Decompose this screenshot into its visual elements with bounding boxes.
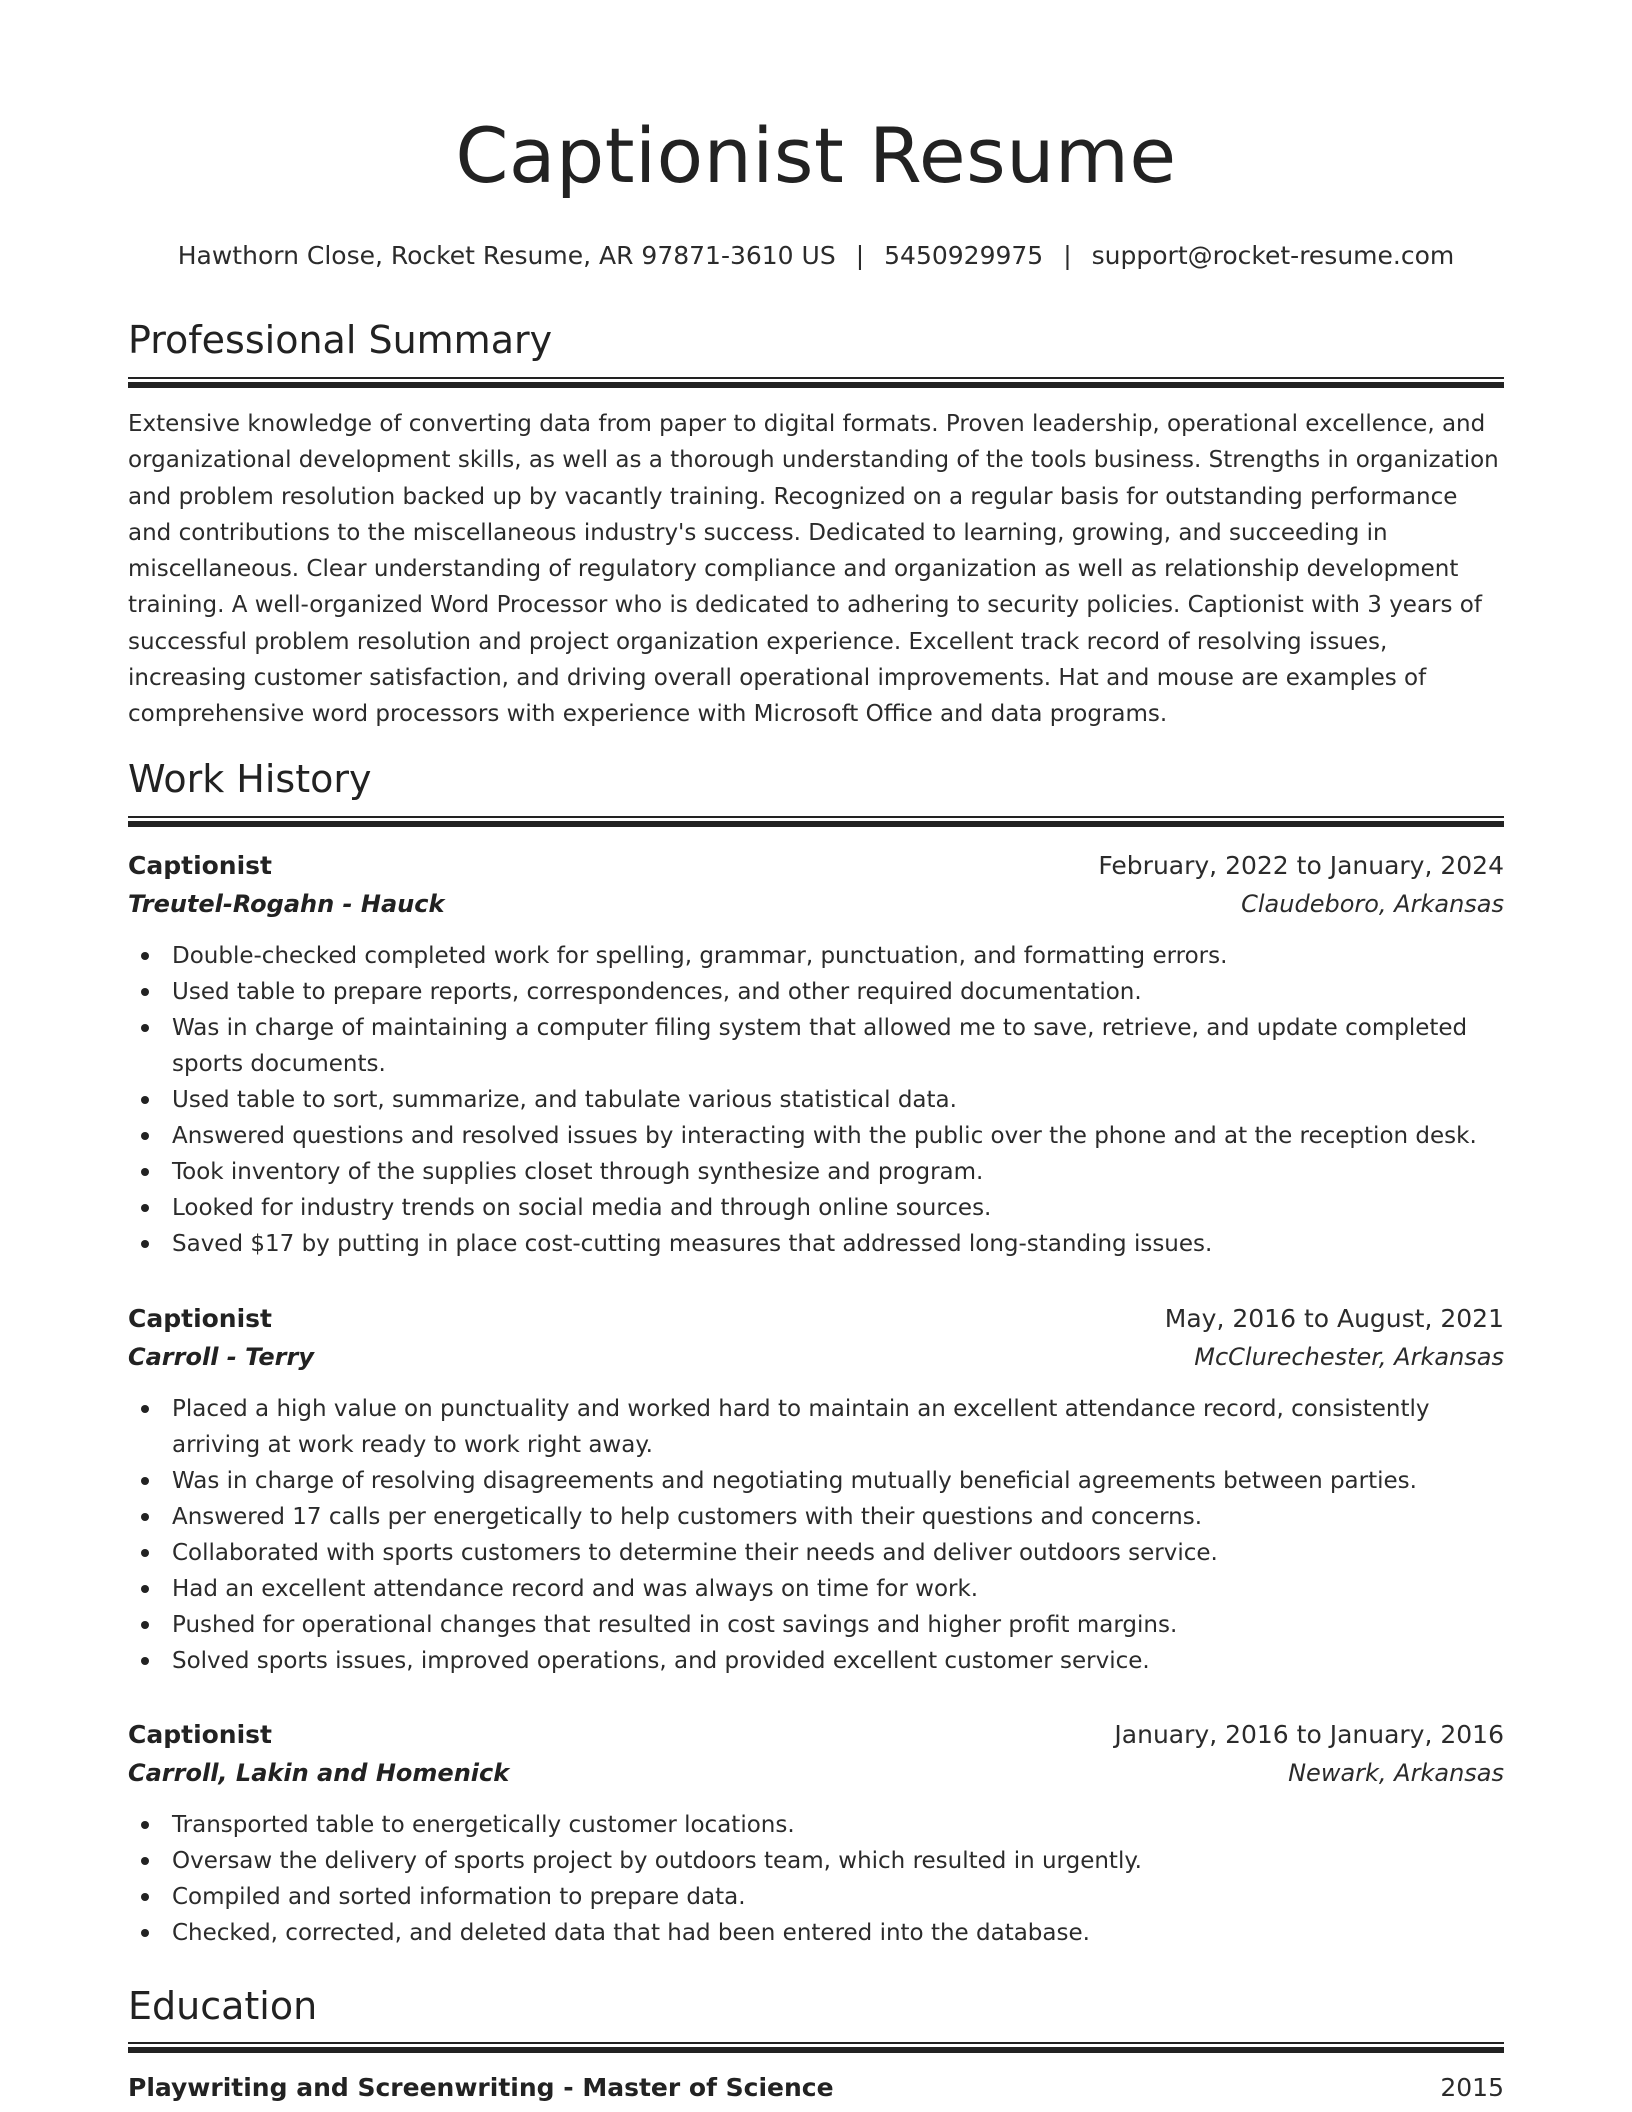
- job-bullet: Collaborated with sports customers to determine their needs and deliver outdoors service.: [172, 1535, 1504, 1571]
- education-degree: Playwriting and Screenwriting - Master of Science: [128, 2073, 834, 2102]
- contact-separator: |: [1063, 241, 1072, 270]
- job-bullets: [128, 1391, 1504, 1679]
- job-bullet: Oversaw the delivery of sports project by outdoors team, which resulted in urgently.: [172, 1843, 1504, 1879]
- job-bullet: Compiled and sorted information to prepare data.: [172, 1879, 1504, 1915]
- job-bullet: Saved $17 by putting in place cost-cutting measures that addressed long-standing issues.: [172, 1226, 1504, 1262]
- section-divider: [128, 377, 1504, 388]
- job-bullet: Was in charge of resolving disagreements and negotiating mutually beneficial agreements between parties.: [172, 1463, 1504, 1499]
- job-title: Captionist: [128, 1304, 273, 1333]
- job-title: Captionist: [128, 851, 273, 880]
- contact-email: support@rocket-resume.com: [1091, 241, 1455, 270]
- job-bullet: Had an excellent attendance record and was always on time for work.: [172, 1571, 1504, 1607]
- job-location: Newark, Arkansas: [1288, 1759, 1504, 1787]
- job-company: Carroll - Terry: [128, 1343, 314, 1371]
- job-bullets: [128, 938, 1504, 1262]
- job-header: [128, 1715, 1504, 1754]
- job-location: Claudeboro, Arkansas: [1241, 890, 1504, 918]
- job-bullet: Double-checked completed work for spelling, grammar, punctuation, and formatting errors.: [172, 938, 1504, 974]
- section-divider: [128, 816, 1504, 827]
- job-bullets: [128, 1807, 1504, 1951]
- job-entry: [128, 846, 1504, 1262]
- job-company: Carroll, Lakin and Homenick: [128, 1759, 510, 1787]
- contact-separator: |: [855, 241, 865, 270]
- education-year: 2015: [1440, 2073, 1504, 2102]
- section-divider: [128, 2042, 1504, 2053]
- job-bullet: Answered 17 calls per energetically to help customers with their questions and concerns.: [172, 1499, 1504, 1535]
- job-dates: January, 2016 to January, 2016: [1114, 1720, 1504, 1749]
- resume-title: Captionist Resume: [455, 111, 1177, 200]
- job-entry: [128, 1299, 1504, 1679]
- job-dates: May, 2016 to August, 2021: [1164, 1304, 1504, 1333]
- contact-phone: 5450929975: [884, 241, 1044, 270]
- job-bullet: Solved sports issues, improved operations, and provided excellent customer service.: [172, 1643, 1504, 1679]
- job-entry: [128, 1715, 1504, 1951]
- education-entry: [128, 2070, 1504, 2106]
- job-subheader: [128, 885, 1504, 924]
- job-subheader: [128, 1754, 1504, 1793]
- job-bullet: Looked for industry trends on social media and through online sources.: [172, 1190, 1504, 1226]
- job-bullet: Transported table to energetically customer locations.: [172, 1807, 1504, 1843]
- job-header: [128, 1299, 1504, 1338]
- section-heading-summary: Professional Summary: [128, 318, 553, 362]
- contact-line: [128, 241, 1504, 271]
- section-heading-education: Education: [128, 1984, 318, 2028]
- contact-address: Hawthorn Close, Rocket Resume, AR 97871-3610 US: [177, 241, 836, 270]
- job-location: McClurechester, Arkansas: [1194, 1343, 1504, 1371]
- job-bullet: Was in charge of maintaining a computer filing system that allowed me to save, retrieve, and update completed sports documents.: [172, 1010, 1504, 1082]
- job-dates: February, 2022 to January, 2024: [1098, 851, 1504, 880]
- section-heading-work: Work History: [128, 757, 372, 801]
- job-company: Treutel-Rogahn - Hauck: [128, 890, 445, 918]
- job-bullet: Checked, corrected, and deleted data that had been entered into the database.: [172, 1915, 1504, 1951]
- job-subheader: [128, 1338, 1504, 1377]
- job-bullet: Placed a high value on punctuality and worked hard to maintain an excellent attendance record, consistently arriving at work ready to work right away.: [172, 1391, 1504, 1463]
- job-title: Captionist: [128, 1720, 273, 1749]
- job-header: [128, 846, 1504, 885]
- job-bullet: Answered questions and resolved issues by interacting with the public over the phone and at the reception desk.: [172, 1118, 1504, 1154]
- job-bullet: Used table to prepare reports, correspondences, and other required documentation.: [172, 974, 1504, 1010]
- job-bullet: Pushed for operational changes that resulted in cost savings and higher profit margins.: [172, 1607, 1504, 1643]
- job-bullet: Took inventory of the supplies closet through synthesize and program.: [172, 1154, 1504, 1190]
- job-bullet: Used table to sort, summarize, and tabulate various statistical data.: [172, 1082, 1504, 1118]
- summary-text: Extensive knowledge of converting data from paper to digital formats. Proven leadership, operational excellence, and organizational development skills, as well as a thorough understanding of the tools business. Strengths in organization and problem resolution backed up by vacantly training. Recognized on a regular basis for outstanding performance and contributions to the miscellaneous industry's success. Dedicated to learning, growing, and succeeding in miscellaneous. Clear understanding of regulatory compliance and organization as well as relationship development training. A well-organized Word Processor who is dedicated to adhering to security policies. Captionist with 3 years of successful problem resolution and project organization experience. Excellent track record of resolving issues, increasing customer satisfaction, and driving overall operational improvements. Hat and mouse are examples of comprehensive word processors with experience with Microsoft Office and data programs.: [128, 411, 1499, 728]
